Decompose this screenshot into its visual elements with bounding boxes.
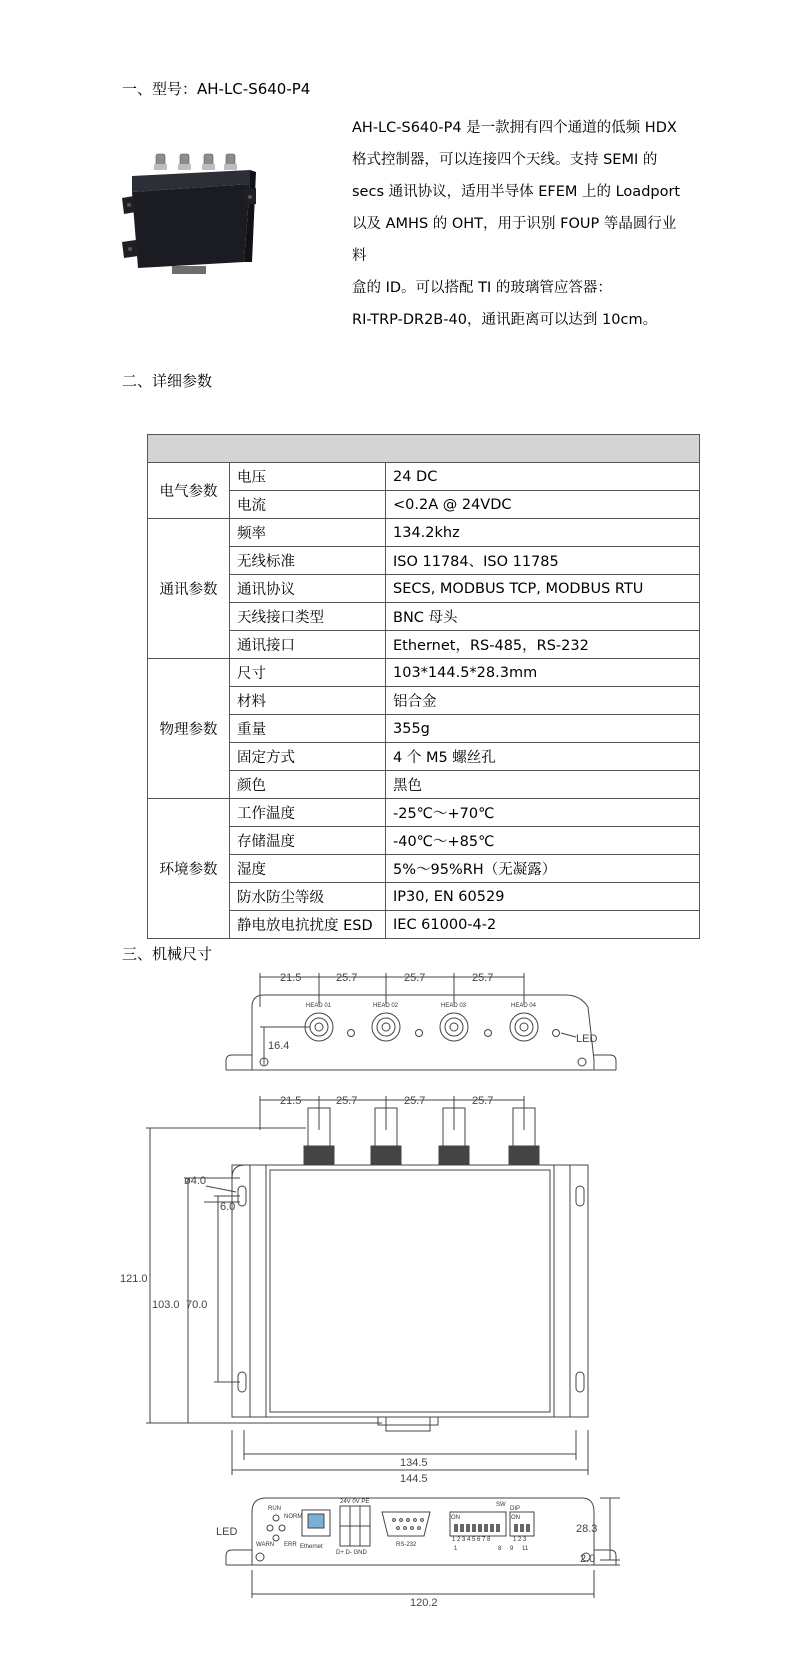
param-name: 通讯接口 <box>230 631 386 659</box>
rs232-label: RS-232 <box>396 1542 417 1548</box>
dim-label: ø4.0 <box>184 1175 207 1187</box>
product-photo <box>118 150 258 280</box>
section-heading-model: 一、型号：AH-LC-S640-P4 <box>122 80 311 98</box>
table-row <box>148 827 700 855</box>
head-label: HEAD 02 <box>373 1003 399 1009</box>
table-row <box>148 575 700 603</box>
section-heading-params: 二、详细参数 <box>122 372 213 390</box>
table-row <box>148 519 700 547</box>
dim-label: 70.0 <box>186 1299 208 1311</box>
dim-label: 134.5 <box>400 1457 428 1469</box>
param-name: 存储温度 <box>230 827 386 855</box>
dim-label: 25.7 <box>404 1095 426 1107</box>
dim-label: 6.0 <box>220 1201 236 1213</box>
spec-table-header <box>148 435 700 463</box>
dim-label: 121.0 <box>120 1273 148 1285</box>
intro-line: 以及 AMHS 的 OHT，用于识别 FOUP 等晶圆行业料 <box>352 216 677 264</box>
group-label: 通讯参数 <box>148 519 230 659</box>
param-value: BNC 母头 <box>386 603 700 631</box>
switch-numbers: 1 2 3 4 5 6 7 8 <box>452 1537 491 1543</box>
group-label: 环境参数 <box>148 799 230 939</box>
table-row <box>148 687 700 715</box>
pins-label: D+ D- GND <box>336 1550 367 1556</box>
param-value: 4 个 M5 螺丝孔 <box>386 743 700 771</box>
group-label: 物理参数 <box>148 659 230 799</box>
dim-label: 25.7 <box>404 972 426 984</box>
param-value: 134.2khz <box>386 519 700 547</box>
ethernet-label: Ethernet <box>300 1544 323 1550</box>
param-name: 天线接口类型 <box>230 603 386 631</box>
dip-label: DIP <box>510 1506 521 1512</box>
param-name: 无线标准 <box>230 547 386 575</box>
param-value: ISO 11784、ISO 11785 <box>386 547 700 575</box>
intro-line: secs 通讯协议，适用半导体 EFEM 上的 Loadport <box>352 184 681 200</box>
dim-label: 120.2 <box>410 1597 438 1609</box>
param-value: Ethernet，RS-485，RS-232 <box>386 631 700 659</box>
intro-line: RI-TRP-DR2B-40，通讯距离可以达到 10cm。 <box>352 312 658 328</box>
param-name: 尺寸 <box>230 659 386 687</box>
led-label: LED <box>576 1033 598 1045</box>
param-value: 黑色 <box>386 771 700 799</box>
param-name: 重量 <box>230 715 386 743</box>
pin-label: 11 <box>522 1546 529 1552</box>
dim-label: 2.0 <box>580 1553 596 1565</box>
head-label: HEAD 01 <box>306 1003 332 1009</box>
err-label: ERR <box>284 1542 297 1548</box>
param-value: -25℃～+70℃ <box>386 799 700 827</box>
param-value: IP30, EN 60529 <box>386 883 700 911</box>
on-label: ON <box>451 1515 460 1521</box>
dim-label: 103.0 <box>152 1299 180 1311</box>
table-row <box>148 799 700 827</box>
table-row <box>148 547 700 575</box>
param-name: 频率 <box>230 519 386 547</box>
param-name: 工作温度 <box>230 799 386 827</box>
table-row <box>148 883 700 911</box>
param-name: 固定方式 <box>230 743 386 771</box>
param-value: 5%～95%RH（无凝露） <box>386 855 700 883</box>
param-value: SECS, MODBUS TCP, MODBUS RTU <box>386 575 700 603</box>
pin-label: 9 <box>510 1546 514 1552</box>
param-name: 材料 <box>230 687 386 715</box>
table-row <box>148 603 700 631</box>
group-label: 电气参数 <box>148 463 230 519</box>
on-label: ON <box>511 1515 520 1521</box>
head-label: HEAD 03 <box>441 1003 467 1009</box>
dim-label: 25.7 <box>472 972 494 984</box>
warn-label: WARN <box>256 1542 275 1548</box>
dim-label: 25.7 <box>336 972 358 984</box>
param-name: 防水防尘等级 <box>230 883 386 911</box>
param-name: 电流 <box>230 491 386 519</box>
dim-label: 25.7 <box>336 1095 358 1107</box>
spec-table <box>147 434 700 939</box>
dim-label: 21.5 <box>280 972 302 984</box>
table-row <box>148 715 700 743</box>
param-name: 颜色 <box>230 771 386 799</box>
table-row <box>148 911 700 939</box>
param-value: IEC 61000-4-2 <box>386 911 700 939</box>
power-label: 24V 0V PE <box>340 1499 370 1505</box>
intro-line: 盒的 ID。可以搭配 TI 的玻璃管应答器： <box>352 280 612 296</box>
table-row <box>148 659 700 687</box>
param-value: 355g <box>386 715 700 743</box>
dim-label: 25.7 <box>472 1095 494 1107</box>
norm-label: NORM <box>284 1514 303 1520</box>
run-label: RUN <box>268 1506 281 1512</box>
param-value: 铝合金 <box>386 687 700 715</box>
sw-label: SW <box>496 1502 506 1508</box>
intro-line: AH-LC-S640-P4 是一款拥有四个通道的低频 HDX <box>352 120 677 136</box>
dim-label: 28.3 <box>576 1523 598 1535</box>
param-name: 湿度 <box>230 855 386 883</box>
dim-label: 144.5 <box>400 1473 428 1485</box>
table-row <box>148 463 700 491</box>
rear-view-drawing <box>120 1490 640 1610</box>
table-row <box>148 855 700 883</box>
param-value: <0.2A @ 24VDC <box>386 491 700 519</box>
pin-label: 8 <box>498 1546 502 1552</box>
dim-label: 21.5 <box>280 1095 302 1107</box>
intro-line: 格式控制器，可以连接四个天线。支持 SEMI 的 <box>352 152 658 168</box>
head-label: HEAD 04 <box>511 1003 537 1009</box>
param-name: 静电放电抗扰度 ESD <box>230 911 386 939</box>
param-value: 24 DC <box>386 463 700 491</box>
param-name: 通讯协议 <box>230 575 386 603</box>
product-description <box>352 112 684 336</box>
param-value: 103*144.5*28.3mm <box>386 659 700 687</box>
switch-numbers: 1 2 3 <box>513 1537 527 1543</box>
front-view-drawing <box>120 965 640 1075</box>
led-label: LED <box>216 1526 238 1538</box>
param-value: -40℃～+85℃ <box>386 827 700 855</box>
table-row <box>148 491 700 519</box>
table-row <box>148 631 700 659</box>
pin-label: 1 <box>454 1546 458 1552</box>
param-name: 电压 <box>230 463 386 491</box>
section-heading-mechanical: 三、机械尺寸 <box>122 945 213 963</box>
table-row <box>148 771 700 799</box>
table-row <box>148 743 700 771</box>
top-view-drawing <box>120 1090 640 1485</box>
dim-label: 16.4 <box>268 1040 290 1052</box>
